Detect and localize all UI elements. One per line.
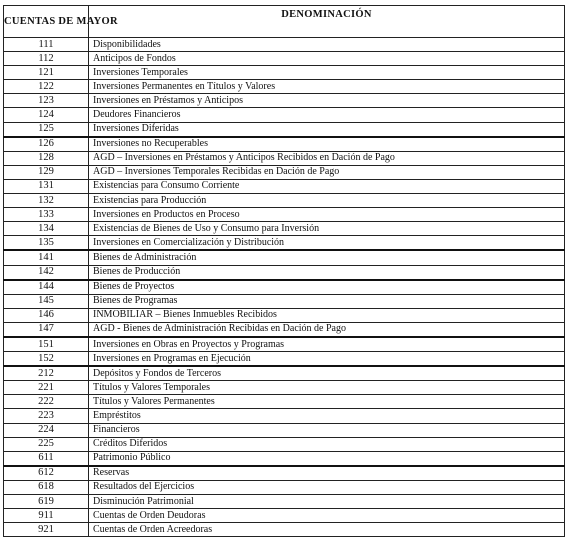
account-name: AGD - Bienes de Administración Recibidas en Dación de Pago <box>89 322 565 337</box>
table-row <box>4 437 565 451</box>
account-code: 151 <box>4 337 89 352</box>
account-code: 133 <box>4 208 89 222</box>
table-row <box>4 395 565 409</box>
account-name: Existencias de Bienes de Uso y Consumo para Inversión <box>89 222 565 236</box>
table-row <box>4 451 565 466</box>
table-row <box>4 523 565 537</box>
account-name: Inversiones Diferidas <box>89 122 565 137</box>
account-name: Existencias para Consumo Corriente <box>89 179 565 193</box>
account-code: 619 <box>4 495 89 509</box>
account-code: 123 <box>4 94 89 108</box>
account-code: 128 <box>4 151 89 165</box>
account-code: 152 <box>4 352 89 367</box>
account-code: 147 <box>4 322 89 337</box>
table-row <box>4 222 565 236</box>
table-row <box>4 423 565 437</box>
account-code: 612 <box>4 466 89 481</box>
account-code: 134 <box>4 222 89 236</box>
account-name: AGD – Inversiones Temporales Recibidas en Dación de Pago <box>89 165 565 179</box>
account-name: Disponibilidades <box>89 38 565 52</box>
table-row <box>4 352 565 367</box>
account-name: Inversiones en Productos en Proceso <box>89 208 565 222</box>
table-row <box>4 137 565 152</box>
account-name: Cuentas de Orden Acreedoras <box>89 523 565 537</box>
account-name: Inversiones en Préstamos y Anticipos <box>89 94 565 108</box>
account-name: Disminución Patrimonial <box>89 495 565 509</box>
account-code: 145 <box>4 294 89 308</box>
account-code: 911 <box>4 509 89 523</box>
account-name: Inversiones en Obras en Proyectos y Programas <box>89 337 565 352</box>
table-row <box>4 480 565 494</box>
account-code: 921 <box>4 523 89 537</box>
table-row <box>4 94 565 108</box>
account-name: Bienes de Programas <box>89 294 565 308</box>
table-row <box>4 308 565 322</box>
account-name: Deudores Financieros <box>89 108 565 122</box>
table-row <box>4 52 565 66</box>
table-header-row <box>4 6 565 38</box>
account-code: 221 <box>4 381 89 395</box>
table-row <box>4 495 565 509</box>
account-code: 129 <box>4 165 89 179</box>
account-code: 144 <box>4 280 89 295</box>
accounts-table <box>3 5 565 537</box>
account-code: 132 <box>4 194 89 208</box>
account-code: 135 <box>4 236 89 251</box>
account-name: Cuentas de Orden Deudoras <box>89 509 565 523</box>
account-code: 618 <box>4 480 89 494</box>
table-row <box>4 409 565 423</box>
table-row <box>4 194 565 208</box>
table-row <box>4 151 565 165</box>
table-row <box>4 179 565 193</box>
table-row <box>4 322 565 337</box>
account-name: Bienes de Producción <box>89 265 565 280</box>
account-code: 125 <box>4 122 89 137</box>
table-row <box>4 366 565 381</box>
account-name: Empréstitos <box>89 409 565 423</box>
account-code: 112 <box>4 52 89 66</box>
table-row <box>4 294 565 308</box>
table-row <box>4 66 565 80</box>
table-row <box>4 381 565 395</box>
table-row <box>4 466 565 481</box>
header-cuentas-de-mayor: CUENTAS DE MAYOR <box>4 6 89 38</box>
account-code: 124 <box>4 108 89 122</box>
account-name: Bienes de Administración <box>89 250 565 265</box>
table-row <box>4 108 565 122</box>
table-row <box>4 337 565 352</box>
account-name: Créditos Diferidos <box>89 437 565 451</box>
account-name: AGD – Inversiones en Préstamos y Anticipos Recibidos en Dación de Pago <box>89 151 565 165</box>
account-name: Inversiones en Comercialización y Distribución <box>89 236 565 251</box>
table-row <box>4 122 565 137</box>
account-name: Títulos y Valores Temporales <box>89 381 565 395</box>
account-code: 224 <box>4 423 89 437</box>
account-code: 142 <box>4 265 89 280</box>
account-name: Títulos y Valores Permanentes <box>89 395 565 409</box>
account-name: Depósitos y Fondos de Terceros <box>89 366 565 381</box>
account-code: 212 <box>4 366 89 381</box>
table-row <box>4 509 565 523</box>
account-code: 122 <box>4 80 89 94</box>
account-name: Reservas <box>89 466 565 481</box>
account-name: Financieros <box>89 423 565 437</box>
account-code: 222 <box>4 395 89 409</box>
account-code: 131 <box>4 179 89 193</box>
table-row <box>4 236 565 251</box>
account-name: Bienes de Proyectos <box>89 280 565 295</box>
account-code: 111 <box>4 38 89 52</box>
table-row <box>4 80 565 94</box>
table-row <box>4 280 565 295</box>
table-row <box>4 38 565 52</box>
account-name: Inversiones Permanentes en Títulos y Valores <box>89 80 565 94</box>
account-name: Inversiones Temporales <box>89 66 565 80</box>
table-row <box>4 250 565 265</box>
table-row <box>4 265 565 280</box>
account-code: 611 <box>4 451 89 466</box>
account-code: 126 <box>4 137 89 152</box>
account-code: 146 <box>4 308 89 322</box>
header-denominacion: DENOMINACIÓN <box>89 6 565 38</box>
account-code: 141 <box>4 250 89 265</box>
table-row <box>4 165 565 179</box>
account-name: Resultados del Ejercicios <box>89 480 565 494</box>
account-name: Patrimonio Público <box>89 451 565 466</box>
table-body <box>4 38 565 537</box>
account-code: 225 <box>4 437 89 451</box>
account-name: Anticipos de Fondos <box>89 52 565 66</box>
account-code: 121 <box>4 66 89 80</box>
account-name: Inversiones en Programas en Ejecución <box>89 352 565 367</box>
account-name: INMOBILIAR – Bienes Inmuebles Recibidos <box>89 308 565 322</box>
table-row <box>4 208 565 222</box>
account-name: Existencias para Producción <box>89 194 565 208</box>
account-code: 223 <box>4 409 89 423</box>
account-name: Inversiones no Recuperables <box>89 137 565 152</box>
